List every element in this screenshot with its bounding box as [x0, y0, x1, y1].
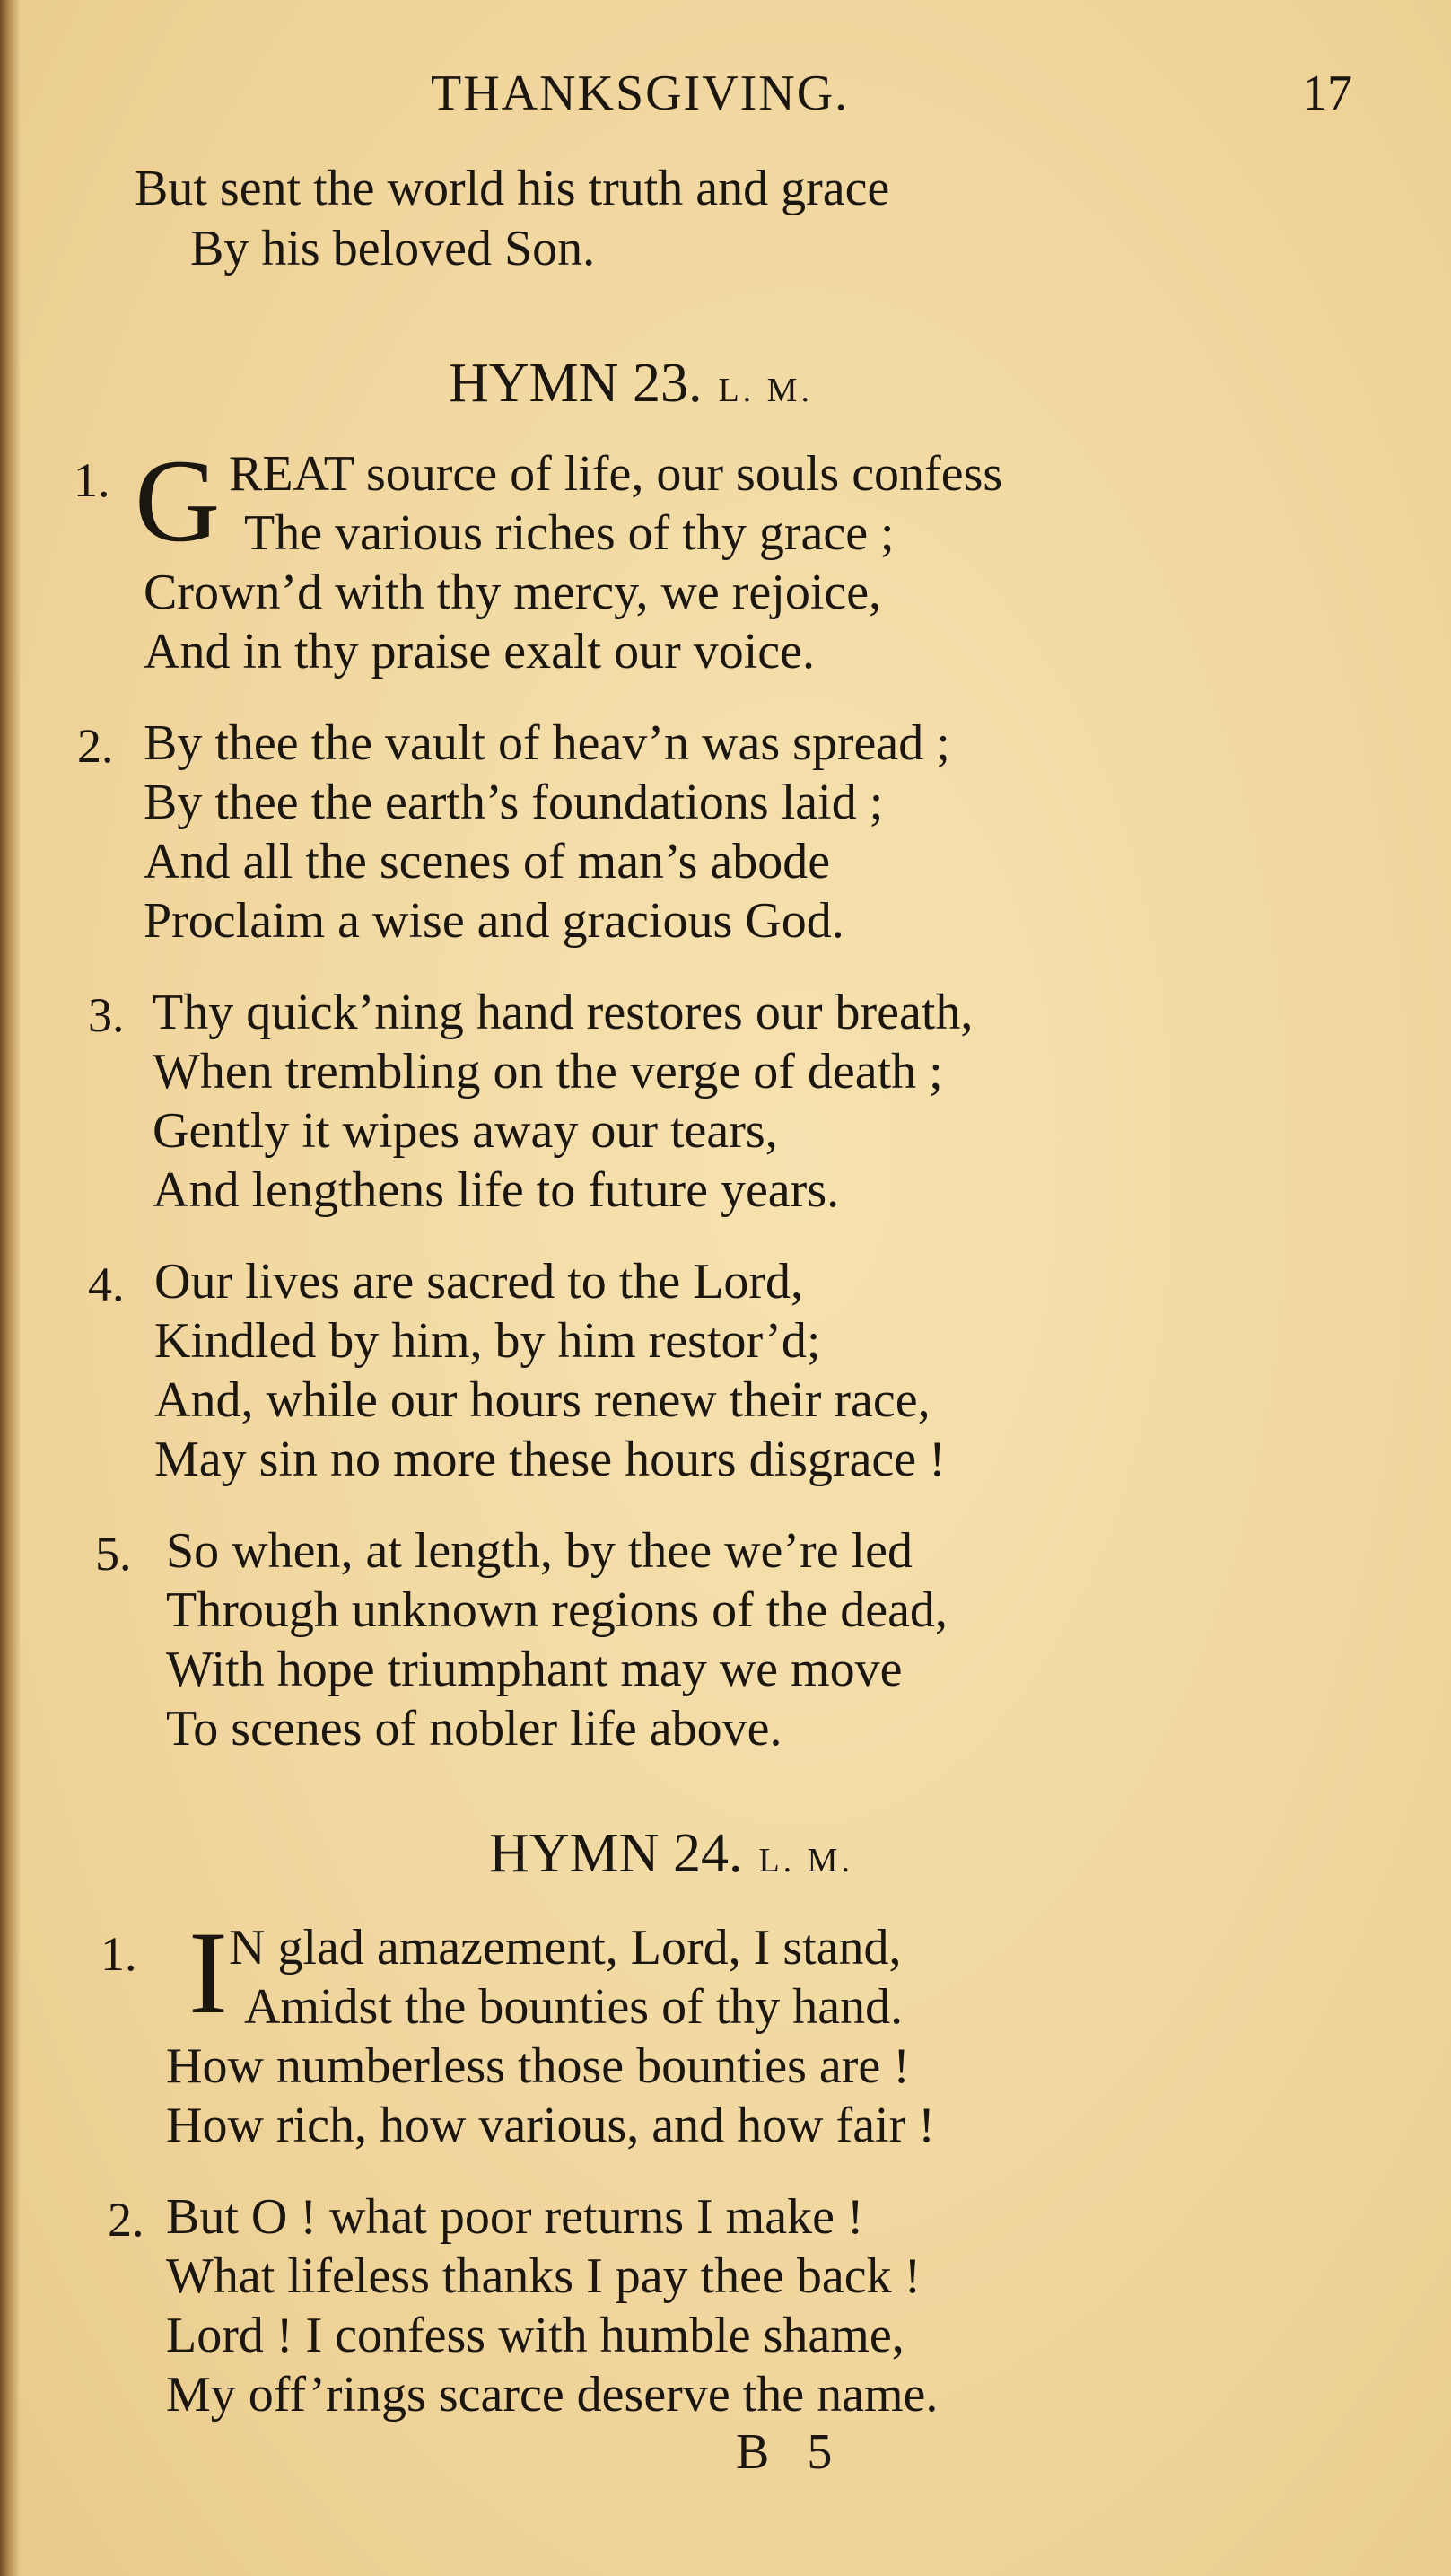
hymn-24-number: HYMN 24.	[489, 1823, 743, 1884]
verse-number: 5.	[95, 1527, 132, 1581]
verse-line: REAT source of life, our souls confess	[229, 446, 1003, 502]
verse-line: And, while our hours renew their race,	[154, 1372, 931, 1428]
verse-line: May sin no more these hours disgrace !	[154, 1432, 946, 1487]
drop-capital: G	[135, 434, 221, 566]
verse-line: Gently it wipes away our tears,	[153, 1103, 778, 1159]
verse-line: Through unknown regions of the dead,	[166, 1582, 948, 1638]
verse-line: And all the scenes of man’s abode	[144, 834, 831, 889]
verse-line: With hope triumphant may we move	[166, 1642, 903, 1697]
continuation-line: But sent the world his truth and grace	[135, 161, 890, 216]
hymn-23-meter: L. M.	[718, 372, 813, 409]
verse-line: My off’rings scarce deserve the name.	[166, 2367, 939, 2423]
hymn-23-title	[449, 352, 813, 416]
verse-line: So when, at length, by thee we’re led	[166, 1523, 913, 1579]
verse-number: 1.	[74, 453, 110, 507]
verse-line: The various riches of thy grace ;	[244, 505, 895, 561]
verse-line: How numberless those bounties are !	[166, 2038, 910, 2094]
verse-number: 2.	[77, 719, 114, 773]
verse-number: 1.	[101, 1927, 137, 1981]
hymn-23-number: HYMN 23.	[449, 353, 703, 414]
verse-line: When trembling on the verge of death ;	[153, 1044, 943, 1100]
verse-line: N glad amazement, Lord, I stand,	[229, 1920, 902, 1976]
verse-line: What lifeless thanks I pay thee back !	[166, 2248, 922, 2304]
verse-line: And in thy praise exalt our voice.	[144, 624, 816, 679]
hymn-24-title	[489, 1822, 853, 1886]
verse-line: By thee the earth’s foundations laid ;	[144, 775, 884, 830]
continuation-line: By his beloved Son.	[190, 221, 596, 276]
running-title: THANKSGIVING.	[431, 66, 850, 121]
verse-line: Proclaim a wise and gracious God.	[144, 893, 844, 949]
verse-line: By thee the vault of heav’n was spread ;	[144, 715, 950, 771]
signature-mark: B 5	[736, 2424, 845, 2480]
page-number: 17	[1302, 66, 1352, 121]
verse-line: But O ! what poor returns I make !	[166, 2189, 864, 2245]
drop-capital: I	[188, 1906, 228, 2038]
verse-line: And lengthens life to future years.	[153, 1162, 840, 1218]
verse-number: 3.	[88, 988, 125, 1042]
verse-line: Crown’d with thy mercy, we rejoice,	[144, 565, 882, 620]
verse-line: To scenes of nobler life above.	[166, 1701, 782, 1757]
verse-line: Kindled by him, by him restor’d;	[154, 1313, 821, 1369]
verse-line: Amidst the bounties of thy hand.	[244, 1979, 904, 2035]
verse-line: Our lives are sacred to the Lord,	[154, 1254, 804, 1310]
verse-number: 2.	[108, 2193, 144, 2247]
verse-line: Thy quick’ning hand restores our breath,	[153, 985, 974, 1040]
verse-line: How rich, how various, and how fair !	[166, 2098, 935, 2153]
verse-number: 4.	[88, 1257, 125, 1311]
verse-line: Lord ! I confess with humble shame,	[166, 2308, 905, 2363]
page-spine-edge	[0, 0, 20, 2576]
hymn-24-meter: L. M.	[758, 1842, 853, 1879]
